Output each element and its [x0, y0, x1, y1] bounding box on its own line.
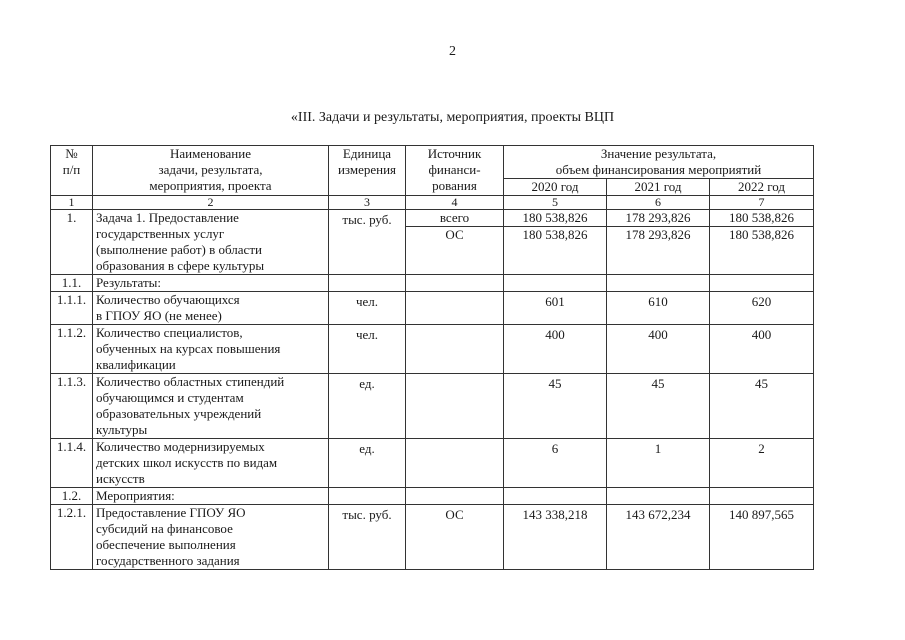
row-value: 45 — [607, 374, 710, 439]
row-source — [406, 292, 504, 325]
header-value: Значение результата, объем финансирования мероприятий — [504, 146, 814, 179]
row-name-line: Задача 1. Предоставление — [96, 210, 239, 225]
row-source — [406, 374, 504, 439]
header-year-2022: 2022 год — [710, 179, 814, 196]
row-name — [93, 210, 329, 275]
table-row — [51, 439, 814, 488]
row-name-line: Количество специалистов, — [96, 325, 243, 340]
row-unit: ед. — [329, 374, 406, 439]
column-index: 3 — [329, 196, 406, 210]
row-value: 143 338,218 — [504, 505, 607, 570]
row-value: 400 — [607, 325, 710, 374]
empty-cell — [406, 275, 504, 292]
table-row — [51, 210, 814, 275]
table-row — [51, 325, 814, 374]
header-num: № п/п — [51, 146, 93, 196]
header-source: Источник финанси- рования — [406, 146, 504, 196]
row-number: 1.1.4. — [51, 439, 93, 488]
row-unit: тыс. руб. — [329, 505, 406, 570]
empty-cell — [406, 488, 504, 505]
row-unit: ед. — [329, 439, 406, 488]
row-name-line: Предоставление ГПОУ ЯО — [96, 505, 246, 520]
row-name-line: обучающимся и студентам — [96, 390, 244, 405]
column-index-row — [51, 196, 814, 210]
section-row — [51, 275, 814, 292]
row-name-line: детских школ искусств по видам — [96, 455, 278, 470]
row-name-line: обученных на курсах повышения — [96, 341, 281, 356]
row-value: 620 — [710, 292, 814, 325]
header-unit: Единица измерения — [329, 146, 406, 196]
row-number: 1.1.1. — [51, 292, 93, 325]
row-name-line: государственных услуг — [96, 226, 225, 241]
row-number: 1.1.2. — [51, 325, 93, 374]
row-name-line: квалификации — [96, 357, 176, 372]
section-label: Мероприятия: — [93, 488, 329, 505]
section-title: «III. Задачи и результаты, мероприятия, проекты ВЦП — [290, 110, 615, 125]
row-name-line: субсидий на финансовое — [96, 521, 233, 536]
value-line: 178 293,826 — [625, 227, 691, 242]
row-name-line: искусств — [96, 471, 145, 486]
page-number: 2 — [449, 44, 456, 59]
value-line: 180 538,826 — [522, 227, 588, 242]
section-row — [51, 488, 814, 505]
empty-cell — [710, 275, 814, 292]
row-value — [710, 210, 814, 275]
row-name-line: Количество модернизируемых — [96, 439, 265, 454]
row-value: 140 897,565 — [710, 505, 814, 570]
empty-cell — [329, 488, 406, 505]
header-year-2021: 2021 год — [607, 179, 710, 196]
value-line: 180 538,826 — [710, 210, 813, 227]
row-name — [93, 292, 329, 325]
row-value — [504, 210, 607, 275]
column-index: 6 — [607, 196, 710, 210]
row-value: 400 — [504, 325, 607, 374]
row-number: 1.2.1. — [51, 505, 93, 570]
row-value: 2 — [710, 439, 814, 488]
row-unit: чел. — [329, 292, 406, 325]
source-line: ОС — [445, 227, 464, 242]
table-row — [51, 505, 814, 570]
column-index: 2 — [93, 196, 329, 210]
row-value: 6 — [504, 439, 607, 488]
empty-cell — [607, 275, 710, 292]
row-value: 45 — [504, 374, 607, 439]
row-value: 400 — [710, 325, 814, 374]
row-unit: тыс. руб. — [329, 210, 406, 275]
row-source: ОС — [406, 505, 504, 570]
column-index: 5 — [504, 196, 607, 210]
row-source — [406, 439, 504, 488]
row-name-line: государственного задания — [96, 553, 240, 568]
row-value: 610 — [607, 292, 710, 325]
value-line: 180 538,826 — [729, 227, 795, 242]
row-name-line: образовательных учреждений — [96, 406, 262, 421]
row-unit: чел. — [329, 325, 406, 374]
row-number: 1. — [51, 210, 93, 275]
empty-cell — [607, 488, 710, 505]
row-name-line: в ГПОУ ЯО (не менее) — [96, 308, 222, 323]
row-source — [406, 210, 504, 275]
empty-cell — [329, 275, 406, 292]
header-year-2020: 2020 год — [504, 179, 607, 196]
value-line: 180 538,826 — [504, 210, 606, 227]
row-name-line: культуры — [96, 422, 148, 437]
row-source — [406, 325, 504, 374]
header-row — [51, 146, 814, 179]
row-value — [607, 210, 710, 275]
row-name-line: Количество обучающихся — [96, 292, 240, 307]
row-name — [93, 374, 329, 439]
table-row — [51, 374, 814, 439]
table-row — [51, 292, 814, 325]
row-value: 143 672,234 — [607, 505, 710, 570]
column-index: 1 — [51, 196, 93, 210]
header-name: Наименование задачи, результата, мероприятия, проекта — [93, 146, 329, 196]
row-name — [93, 325, 329, 374]
source-line: всего — [406, 210, 503, 227]
row-number: 1.1. — [51, 275, 93, 292]
row-name-line: (выполнение работ) в области — [96, 242, 262, 257]
row-name — [93, 439, 329, 488]
empty-cell — [504, 488, 607, 505]
row-name-line: Количество областных стипендий — [96, 374, 285, 389]
row-name-line: обеспечение выполнения — [96, 537, 236, 552]
section-label: Результаты: — [93, 275, 329, 292]
row-number: 1.2. — [51, 488, 93, 505]
row-number: 1.1.3. — [51, 374, 93, 439]
empty-cell — [504, 275, 607, 292]
value-line: 178 293,826 — [607, 210, 709, 227]
row-name-line: образования в сфере культуры — [96, 258, 265, 273]
row-value: 1 — [607, 439, 710, 488]
column-index: 4 — [406, 196, 504, 210]
column-index: 7 — [710, 196, 814, 210]
row-value: 601 — [504, 292, 607, 325]
empty-cell — [710, 488, 814, 505]
row-value: 45 — [710, 374, 814, 439]
results-table — [50, 145, 814, 570]
row-name — [93, 505, 329, 570]
